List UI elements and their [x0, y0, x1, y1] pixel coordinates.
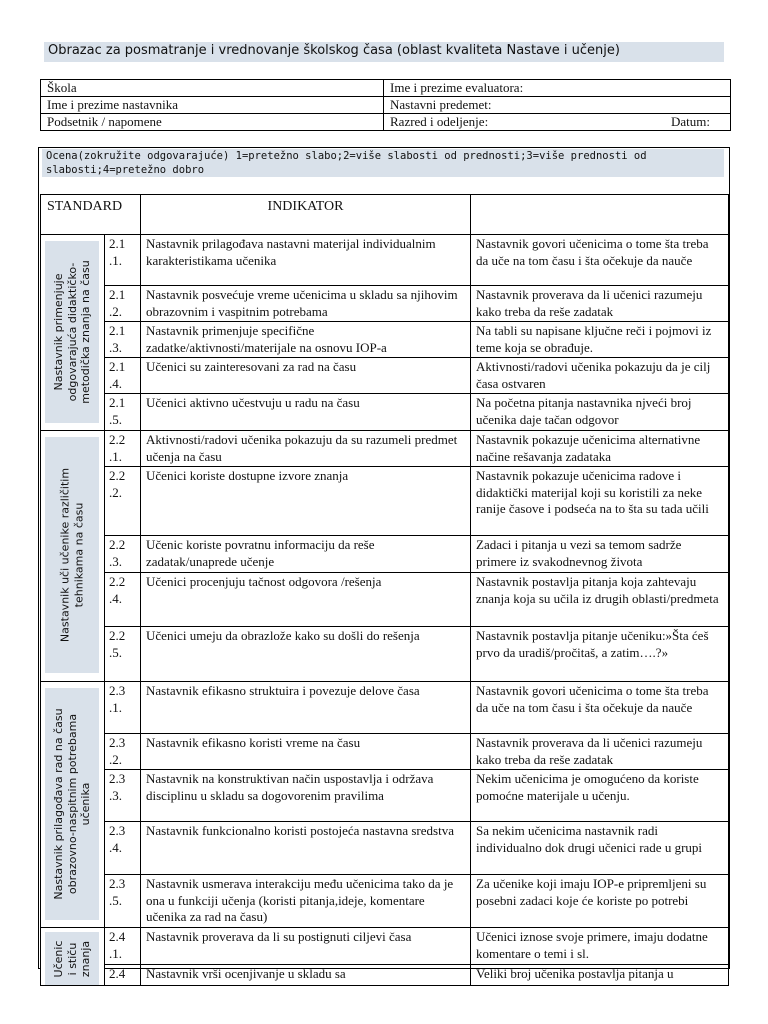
table-row	[41, 235, 729, 286]
indicator-example: Sa nekim učenicima nastavnik radi individualno dok drugi učenici rade u grupi	[471, 822, 729, 875]
indicator-example: Nastavnik pokazuje učenicima alternativne načine rešavanja zadataka	[471, 431, 729, 467]
indicator-code-part: 2.1	[109, 359, 126, 374]
header-indicator: INDIKATOR	[141, 195, 471, 235]
indicator-code-part: .5.	[109, 411, 122, 427]
indicator-code-part: .2.	[109, 751, 122, 767]
indicator-example: Nastavnik pokazuje učenicima radove i didaktički materijal koji su koristili za neke ranije časove i podseća na to šta su tada učili	[471, 467, 729, 536]
standard-text-line: i stiču	[65, 942, 79, 975]
standard-text	[59, 468, 86, 642]
indicator-text: Učenic koriste povratnu informaciju da reše zadatak/unaprede učenje	[141, 536, 471, 573]
indicator-example: Nastavnik postavlja pitanja koja zahtevaju znanja koja su učila iz drugih oblasti/predmeta	[471, 573, 729, 627]
grading-note-line: slabosti;4=pretežno dobro	[46, 164, 205, 176]
meta-row	[41, 97, 731, 114]
grading-note-line: Ocena(zokružite odgovarajuće) 1=pretežno slabo;2=više slabosti od prednosti;3=više prednosti od	[46, 150, 647, 162]
table-row	[41, 431, 729, 467]
indicator-code-part: .4.	[109, 590, 122, 606]
indicator-code	[105, 431, 141, 467]
indicator-code-part: .4.	[109, 839, 122, 855]
meta-row	[41, 114, 731, 131]
indicator-code-part: 2.4	[109, 966, 126, 981]
table-row	[41, 573, 729, 627]
indicator-code-part: 2.1	[109, 236, 126, 251]
indicator-text: Nastavnik vrši ocenjivanje u skladu sa	[141, 965, 471, 986]
indicator-example: Nastavnik proverava da li učenici razumeju kako treba da reše zadatak	[471, 286, 729, 322]
standard-text	[52, 708, 93, 899]
indicator-example: Nastavnik postavlja pitanje učeniku:»Šta ćeš prvo da uradiš/pročitaš, a zatim….?»	[471, 627, 729, 682]
standard-text	[52, 260, 93, 403]
indicator-code	[105, 358, 141, 394]
indicator-code-part: 2.1	[109, 395, 126, 410]
indicator-text: Nastavnik efikasno struktuira i povezuje delove časa	[141, 682, 471, 734]
standard-text-line: Nastavnik uči učenike različitim	[58, 467, 72, 643]
table-row	[41, 682, 729, 734]
grading-note	[46, 149, 722, 177]
notes-field[interactable]: Podsetnik / napomene	[41, 114, 384, 131]
meta-row	[41, 80, 731, 97]
table-row	[41, 928, 729, 965]
indicator-code-part: .1.	[109, 945, 122, 961]
table-row	[41, 770, 729, 822]
indicator-example: Nekim učenicima je omogućeno da koriste pomoćne materijale u učenju.	[471, 770, 729, 822]
indicator-code-part: 2.2	[109, 537, 126, 552]
header-standard: STANDARD	[41, 195, 141, 235]
standard-label	[45, 241, 99, 423]
indicator-code-part: 2.1	[109, 323, 126, 338]
indicator-example: Za učenike koji imaju IOP-e pripremljeni su posebni zadaci koje će koriste po potrebi	[471, 875, 729, 928]
indicator-code-part: .1.	[109, 699, 122, 715]
date-label: Datum:	[671, 114, 710, 129]
indicator-code-part: 2.3	[109, 823, 126, 838]
standard-text-line: obrazovno-naspitnim potrebama	[65, 713, 79, 895]
indicator-text: Učenici procenjuju tačnost odgovora /rešenja	[141, 573, 471, 627]
standard-label	[45, 688, 99, 920]
standard-text-line: Učenic	[51, 940, 65, 977]
standard-cell	[41, 235, 105, 431]
table-row	[41, 627, 729, 682]
indicator-text: Nastavnik usmerava interakciju među učenicima tako da je ona u funkciji učenja (koristi pitanja,ideje, komentare učenika za rad na času)	[141, 875, 471, 928]
indicator-text: Učenici koriste dostupne izvore znanja	[141, 467, 471, 536]
evaluator-name-field[interactable]: Ime i prezime evaluatora:	[384, 80, 731, 97]
standard-text-line: Nastavnik primenjuje	[51, 273, 65, 391]
table-row	[41, 358, 729, 394]
indicator-example: Aktivnosti/radovi učenika pokazuju da je cilj časa ostvaren	[471, 358, 729, 394]
indicator-code	[105, 322, 141, 358]
indicator-code-part: .2.	[109, 303, 122, 319]
indicator-code-part: 2.2	[109, 468, 126, 483]
indicator-text: Nastavnik funkcionalno koristi postojeća nastavna sredstva	[141, 822, 471, 875]
indicator-code	[105, 928, 141, 965]
indicator-code	[105, 286, 141, 322]
standard-cell	[41, 431, 105, 682]
standard-label	[45, 932, 99, 985]
indicator-code-part: .2.	[109, 484, 122, 500]
indicator-text: Nastavnik na konstruktivan način uspostavlja i održava disciplinu u skladu sa dogovorenim pravilima	[141, 770, 471, 822]
indicator-code-part: 2.2	[109, 574, 126, 589]
table-row	[41, 394, 729, 431]
indicator-example: Nastavnik govori učenicima o tome šta treba da uče na tom času i šta očekuje da nauče	[471, 235, 729, 286]
indicator-code-part: 2.4	[109, 929, 126, 944]
indicator-example: Nastavnik proverava da li učenici razumeju kako treba da reše zadatak	[471, 734, 729, 770]
indicator-code-part: .1.	[109, 252, 122, 268]
indicator-code-part: 2.2	[109, 628, 126, 643]
standard-cell	[41, 928, 105, 986]
indicator-text: Učenici su zainteresovani za rad na času	[141, 358, 471, 394]
indicator-text: Nastavnik posvećuje vreme učenicima u skladu sa njihovim obrazovnim i vaspitnim potrebama	[141, 286, 471, 322]
indicator-code-part: .3.	[109, 339, 122, 355]
header-third	[471, 195, 729, 235]
indicator-code-part: .3.	[109, 787, 122, 803]
indicator-code-part: 2.1	[109, 287, 126, 302]
indicator-code-part: 2.3	[109, 876, 126, 891]
indicator-code-part: 2.3	[109, 683, 126, 698]
indicator-text: Učenici aktivno učestvuju u radu na času	[141, 394, 471, 431]
table-row	[41, 536, 729, 573]
standard-text-line: učenika	[78, 782, 92, 826]
indicator-code-part: .3.	[109, 553, 122, 569]
table-row	[41, 822, 729, 875]
indicator-code-part: 2.3	[109, 735, 126, 750]
indicator-code	[105, 682, 141, 734]
table-row	[41, 286, 729, 322]
standard-text-line: znanja	[78, 940, 92, 977]
indicator-code	[105, 734, 141, 770]
indicator-example: Veliki broj učenika postavlja pitanja u	[471, 965, 729, 986]
indicator-text: Učenici umeju da obrazlože kako su došli do rešenja	[141, 627, 471, 682]
indicator-example: Nastavnik govori učenicima o tome šta treba da uče na tom času i šta očekuje da nauče	[471, 682, 729, 734]
indicator-code-part: .4.	[109, 375, 122, 391]
standard-text-line: Nastavnik prilagođava rad na času	[51, 708, 65, 900]
indicator-text: Nastavnik proverava da li su postignuti ciljevi časa	[141, 928, 471, 965]
standard-cell	[41, 682, 105, 928]
indicator-code-part: .5.	[109, 892, 122, 908]
class-date-field[interactable]	[384, 114, 731, 131]
table-row	[41, 965, 729, 986]
indicator-example: Učenici iznose svoje primere, imaju dodatne komentare o temi i sl.	[471, 928, 729, 965]
indicator-code-part: 2.3	[109, 771, 126, 786]
indicator-text: Nastavnik primenjuje specifične zadatke/aktivnosti/materijale na osnovu IOP-a	[141, 322, 471, 358]
indicator-example: Na tabli su napisane ključne reči i pojmovi iz teme koja se obrađuje.	[471, 322, 729, 358]
indicator-code	[105, 235, 141, 286]
indicator-code	[105, 394, 141, 431]
indicator-code	[105, 822, 141, 875]
indicator-code	[105, 965, 141, 986]
indicator-code-part: .5.	[109, 644, 122, 660]
indicator-code-part: 2.2	[109, 432, 126, 447]
class-label: Razred i odeljenje:	[390, 114, 489, 129]
teacher-name-field[interactable]: Ime i prezime nastavnika	[41, 97, 384, 114]
indicator-text: Nastavnik prilagođava nastavni materijal individualnim karakteristikama učenika	[141, 235, 471, 286]
indicator-text: Aktivnosti/radovi učenika pokazuju da su razumeli predmet učenja na času	[141, 431, 471, 467]
indicator-code-part: .1.	[109, 448, 122, 464]
standard-text-line: odgovarajuća didaktičko-	[65, 262, 79, 402]
page-title: Obrazac za posmatranje i vrednovanje školskog časa (oblast kvaliteta Nastave i učenje)	[48, 43, 620, 58]
indicator-text: Nastavnik efikasno koristi vreme na času	[141, 734, 471, 770]
indicator-example: Na početna pitanja nastavnika njveći broj učenika daje tačan odgovor	[471, 394, 729, 431]
standard-text-line: metodička znanja na času	[78, 260, 92, 404]
indicator-code	[105, 770, 141, 822]
indicator-code	[105, 467, 141, 536]
table-header-row	[41, 195, 729, 235]
standard-text	[52, 940, 93, 977]
table-row	[41, 322, 729, 358]
indicator-example: Zadaci i pitanja u vezi sa temom sadrže primere iz svakodnevnog života	[471, 536, 729, 573]
table-row	[41, 875, 729, 928]
evaluation-table	[40, 194, 729, 986]
indicator-code	[105, 627, 141, 682]
header-info-table	[40, 79, 731, 131]
table-row	[41, 734, 729, 770]
school-field[interactable]: Škola	[41, 80, 384, 97]
table-row	[41, 467, 729, 536]
standard-label	[45, 437, 99, 673]
subject-field[interactable]: Nastavni predemet:	[384, 97, 731, 114]
indicator-code	[105, 875, 141, 928]
indicator-code	[105, 573, 141, 627]
indicator-code	[105, 536, 141, 573]
standard-text-line: tehnikama na času	[72, 502, 85, 608]
